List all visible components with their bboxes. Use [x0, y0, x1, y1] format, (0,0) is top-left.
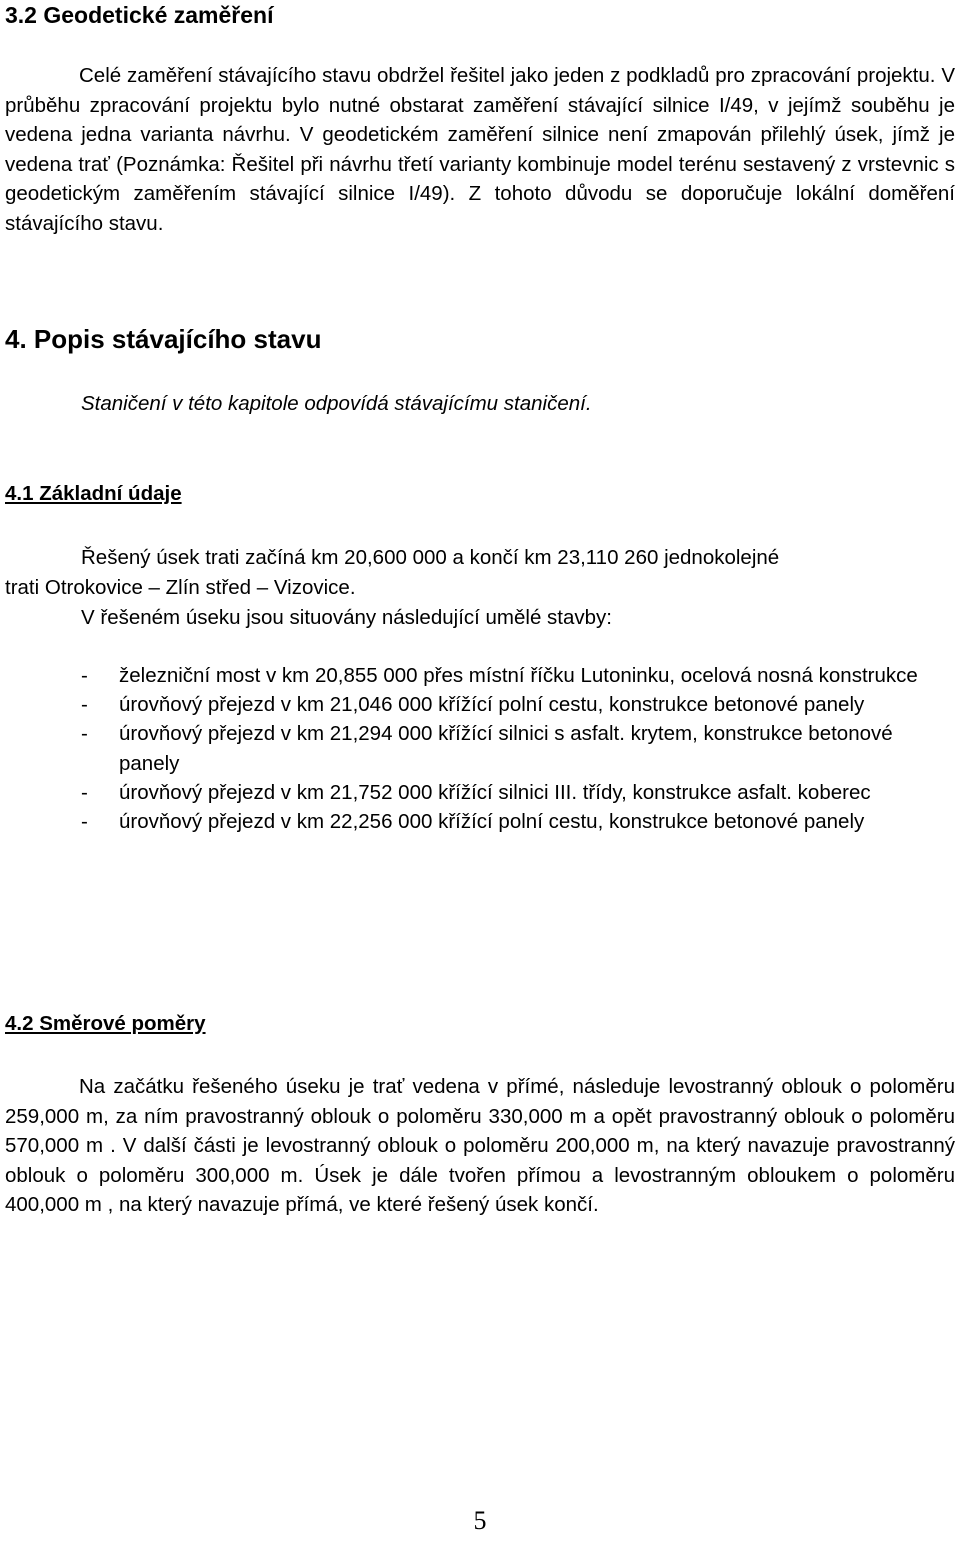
stationing-note: Staničení v této kapitole odpovídá stávajícímu staničení. — [81, 392, 592, 415]
list-item-text: úrovňový přejezd v km 22,256 000 křížící polní cestu, konstrukce betonové panely — [119, 810, 865, 834]
list-item — [81, 719, 951, 777]
list-dash: - — [81, 780, 88, 804]
basic-info-line-2: trati Otrokovice – Zlín střed – Vizovice. — [5, 576, 356, 599]
list-dash: - — [81, 810, 88, 834]
list-item-text: úrovňový přejezd v km 21,752 000 křížící silnici III. třídy, konstrukce asfalt. koberec — [119, 780, 871, 804]
paragraph-text: Na začátku řešeného úseku je trať vedena v přímé, následuje levostranný oblouk o poloměru 259,000 m, za ním pravostranný oblouk o poloměru 330,000 m a opět pravostranný oblouk o poloměru 570,000 m . V další části je levostranný oblouk o poloměru 200,000 m, na který navazuje pravostranný oblouk o poloměru 300,000 m. Úsek je dále tvořen přímou a levostranným obloukem o poloměru 400,000 m , na který navazuje přímá, ve které řešený úsek končí. — [5, 1075, 955, 1216]
list-dash: - — [81, 664, 88, 687]
paragraph-geodetic-survey — [5, 61, 955, 238]
section-heading-4-2: 4.2 Směrové poměry — [5, 1012, 206, 1035]
paragraph-alignment — [5, 1072, 955, 1220]
basic-info-line-3: V řešeném úseku jsou situovány následující umělé stavby: — [81, 606, 612, 629]
list-item — [81, 778, 951, 807]
structures-list — [81, 661, 951, 836]
list-item-text: úrovňový přejezd v km 21,294 000 křížící silnici s asfalt. krytem, konstrukce betonové panely — [119, 722, 893, 775]
list-item — [81, 690, 951, 719]
section-heading-4-1: 4.1 Základní údaje — [5, 482, 182, 505]
list-dash: - — [81, 693, 88, 717]
list-item-text: železniční most v km 20,855 000 přes místní říčku Lutoninku, ocelová nosná konstrukce — [119, 664, 918, 687]
list-item-text: úrovňový přejezd v km 21,046 000 křížící polní cestu, konstrukce betonové panely — [119, 693, 865, 717]
paragraph-text: Celé zaměření stávajícího stavu obdržel řešitel jako jeden z podkladů pro zpracování projektu. V průběhu zpracování projektu bylo nutné obstarat zaměření stávající silnice I/49, v jejímž souběhu je vedena jedna varianta návrhu. V geodetickém zaměření silnice není zmapován přilehlý úsek, jímž je vedena trať (Poznámka: Řešitel při návrhu třetí varianty kombinuje model terénu sestavený z vrstevnic s geodetickým zaměřením stávající silnice I/49). Z tohoto důvodu se doporučuje lokální doměření stávajícího stavu. — [5, 64, 955, 235]
section-heading-3-2: 3.2 Geodetické zaměření — [5, 2, 274, 28]
list-item — [81, 807, 951, 836]
basic-info-line-1: Řešený úsek trati začíná km 20,600 000 a končí km 23,110 260 jednokolejné — [81, 546, 780, 569]
list-dash: - — [81, 722, 88, 746]
list-item — [81, 661, 951, 690]
page-number: 5 — [473, 1506, 487, 1535]
section-heading-4: 4. Popis stávajícího stavu — [5, 324, 322, 354]
